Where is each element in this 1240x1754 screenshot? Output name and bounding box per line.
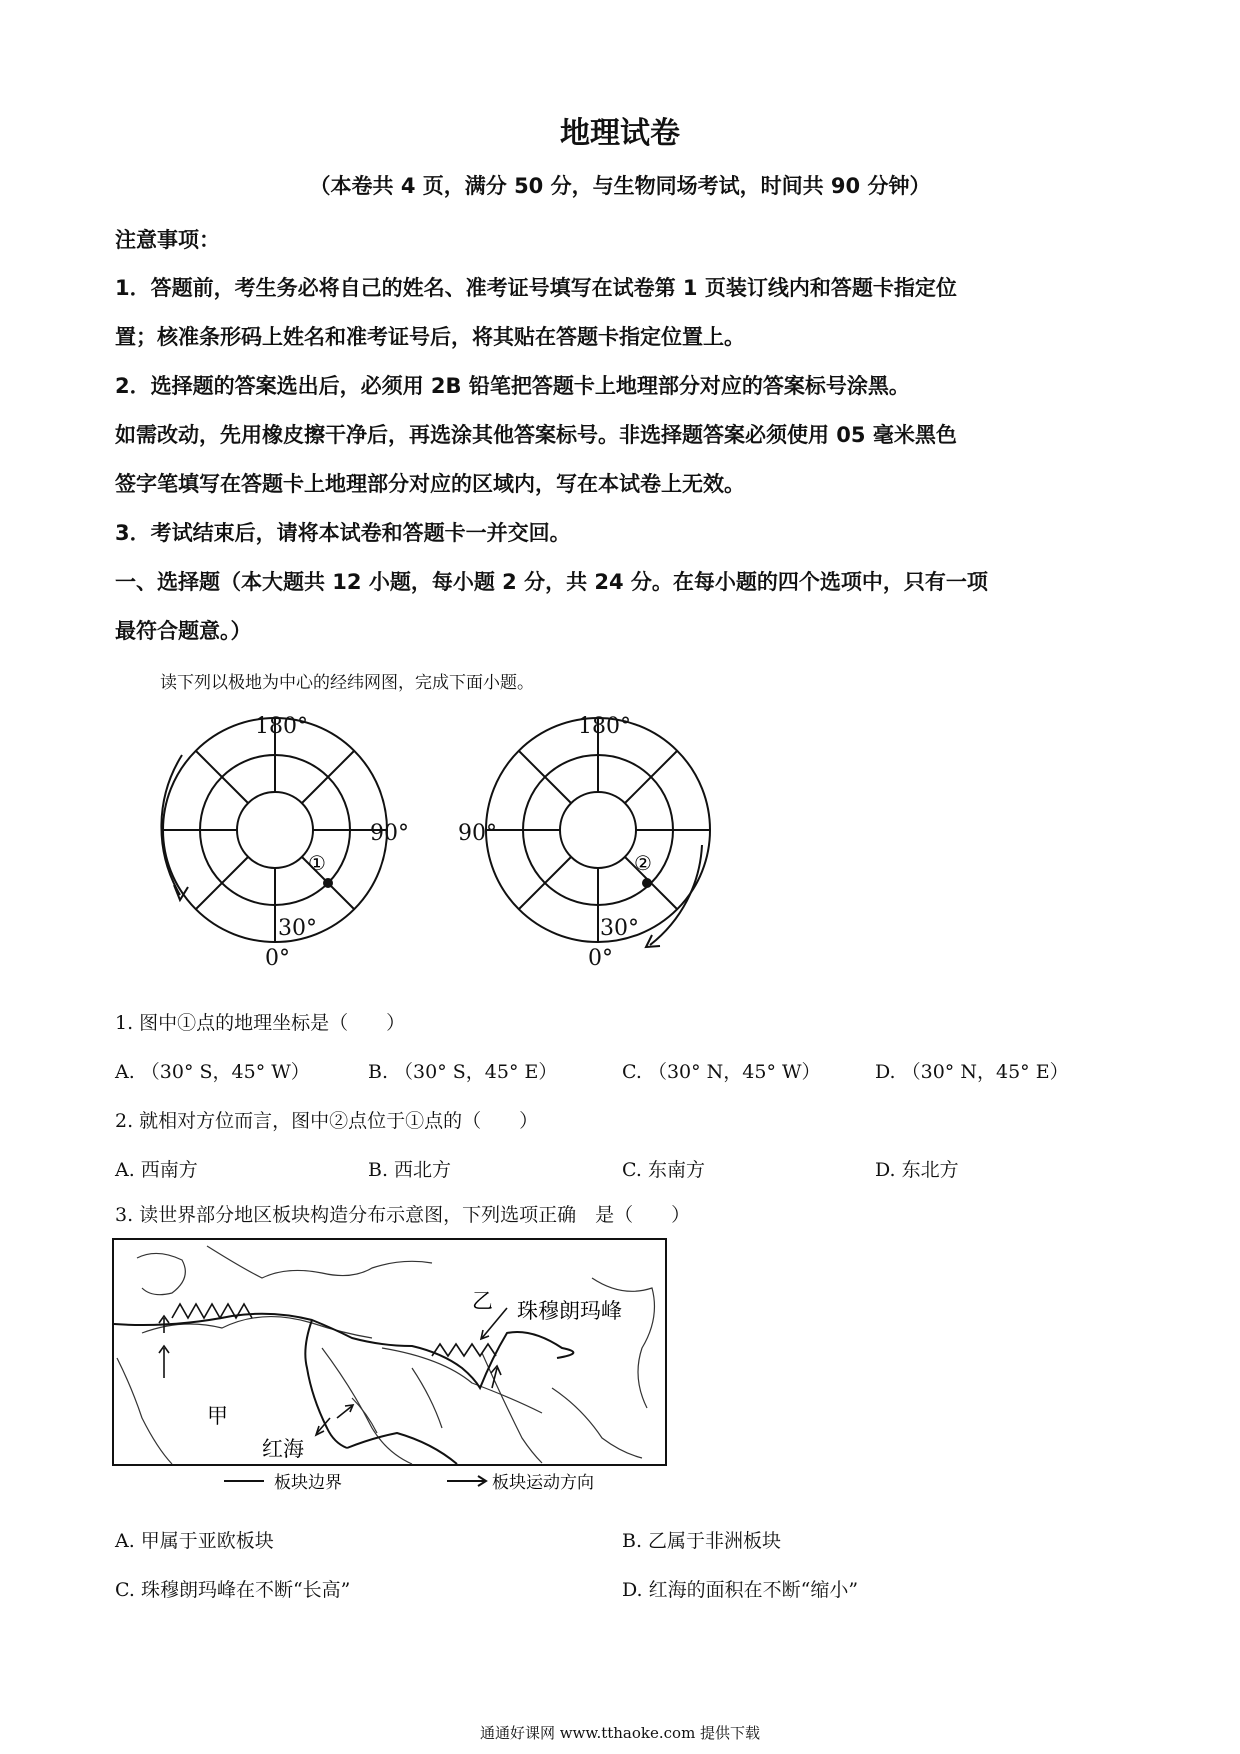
q3-option-c[interactable]: C. 珠穆朗玛峰在不断“长高” <box>115 1579 351 1601</box>
label-red-sea: 红海 <box>262 1437 304 1461</box>
section-heading-cont: 最符合题意。） <box>115 619 252 643</box>
map-frame <box>113 1239 666 1465</box>
note-line: 如需改动，先用橡皮擦干净后，再选涂其他答案标号。非选择题答案必须使用 05 毫米黑色 <box>115 423 957 447</box>
left-label-30: 30° <box>278 916 317 941</box>
footer-text: 通通好课网 www.tthaoke.com 提供下载 <box>479 1724 761 1742</box>
left-label-0: 0° <box>265 946 290 971</box>
q1-option-b[interactable]: B. （30° S，45° E） <box>368 1061 558 1083</box>
figure-intro: 读下列以极地为中心的经纬网图，完成下面小题。 <box>160 673 534 693</box>
polar-map-left <box>161 718 387 942</box>
point-1-label: ① <box>308 851 326 875</box>
q2-option-c[interactable]: C. 东南方 <box>622 1159 705 1181</box>
section-heading: 一、选择题（本大题共 12 小题，每小题 2 分，共 24 分。在每小题的四个选项中，只有一项 <box>115 570 988 594</box>
notes-heading: 注意事项： <box>115 228 220 252</box>
q3-option-d[interactable]: D. 红海的面积在不断“缩小” <box>622 1579 859 1601</box>
q1-option-a[interactable]: A. （30° S，45° W） <box>115 1061 310 1083</box>
note-line: 1．答题前，考生务必将自己的姓名、准考证号填写在试卷第 1 页装订线内和答题卡指定位 <box>115 276 957 300</box>
q2-option-b[interactable]: B. 西北方 <box>368 1159 452 1181</box>
page-title: 地理试卷 <box>560 116 680 151</box>
right-label-180: 180° <box>578 715 631 739</box>
point-2-label: ② <box>634 851 652 875</box>
legend-boundary: 板块边界 <box>274 1473 342 1493</box>
right-label-30: 30° <box>600 916 639 941</box>
q1-option-d[interactable]: D. （30° N，45° E） <box>875 1061 1069 1083</box>
left-label-180: 180° <box>255 715 308 739</box>
point-1-marker <box>323 878 333 888</box>
note-line: 置；核准条形码上姓名和准考证号后，将其贴在答题卡指定位置上。 <box>115 325 745 349</box>
right-label-90: 90° <box>458 821 497 846</box>
label-yi: 乙 <box>472 1289 493 1313</box>
left-label-90: 90° <box>370 821 409 846</box>
q3-option-b[interactable]: B. 乙属于非洲板块 <box>622 1530 782 1552</box>
polar-grid-figure <box>160 715 720 975</box>
note-line: 签字笔填写在答题卡上地理部分对应的区域内，写在本试卷上无效。 <box>115 472 745 496</box>
q3-option-a[interactable]: A. 甲属于亚欧板块 <box>115 1530 274 1552</box>
q1-option-c[interactable]: C. （30° N，45° W） <box>622 1061 821 1083</box>
q2-option-d[interactable]: D. 东北方 <box>875 1159 959 1181</box>
point-2-marker <box>642 878 652 888</box>
q2-option-a[interactable]: A. 西南方 <box>115 1159 198 1181</box>
legend-motion: 板块运动方向 <box>492 1473 594 1493</box>
question-3-stem: 3. 读世界部分地区板块构造分布示意图，下列选项正确 是（ ） <box>115 1204 691 1226</box>
right-label-0: 0° <box>588 946 613 971</box>
polar-map-right <box>486 718 710 947</box>
question-1-stem: 1. 图中①点的地理坐标是（ ） <box>115 1012 406 1034</box>
plate-map-figure <box>112 1238 672 1498</box>
note-line: 2．选择题的答案选出后，必须用 2B 铅笔把答题卡上地理部分对应的答案标号涂黑。 <box>115 374 910 398</box>
label-jia: 甲 <box>207 1404 228 1428</box>
label-everest: 珠穆朗玛峰 <box>517 1299 622 1323</box>
note-line: 3．考试结束后，请将本试卷和答题卡一并交回。 <box>115 521 571 545</box>
question-2-stem: 2. 就相对方位而言，图中②点位于①点的（ ） <box>115 1110 539 1132</box>
exam-info: （本卷共 4 页，满分 50 分，与生物同场考试，时间共 90 分钟） <box>309 174 931 198</box>
